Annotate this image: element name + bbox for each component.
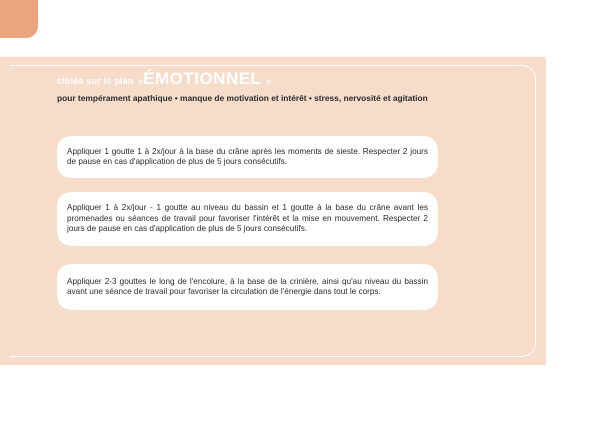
instruction-card-1 [57, 136, 438, 178]
heading-open-mark: « [138, 76, 144, 86]
heading-title: ÉMOTIONNEL [143, 69, 262, 88]
corner-tab-decoration [0, 0, 38, 38]
instruction-card-3 [57, 264, 438, 310]
heading-close-mark: » [265, 76, 271, 86]
section-heading [57, 69, 271, 89]
instruction-text-2: Appliquer 1 à 2x/jour - 1 goutte au niveau du bassin et 1 goutte à la base du crâne avant les promenades ou séances de travail pour favoriser l'intérêt et la mise en mouvement. Respecter 2 jours de pause en cas d'application de plus de 5 jours consécutifs. [67, 203, 428, 234]
section-subtitle: pour tempérament apathique • manque de motivation et intérêt • stress, nervosité et agitation [57, 93, 428, 103]
instruction-text-3: Appliquer 2-3 gouttes le long de l'encolure, à la base de la crinière, ainsi qu'au niveau du bassin avant une séance de travail pour favoriser la circulation de l'énergie dans tout le corps. [67, 276, 428, 296]
instruction-text-1: Appliquer 1 goutte 1 à 2x/jour à la base du crâne après les moments de sieste. Respecter 2 jours de pause en cas d'application de plus de 5 jours consécutifs. [67, 146, 428, 166]
heading-prefix: ciblés sur le plan [57, 76, 134, 86]
instruction-card-2 [57, 192, 438, 246]
